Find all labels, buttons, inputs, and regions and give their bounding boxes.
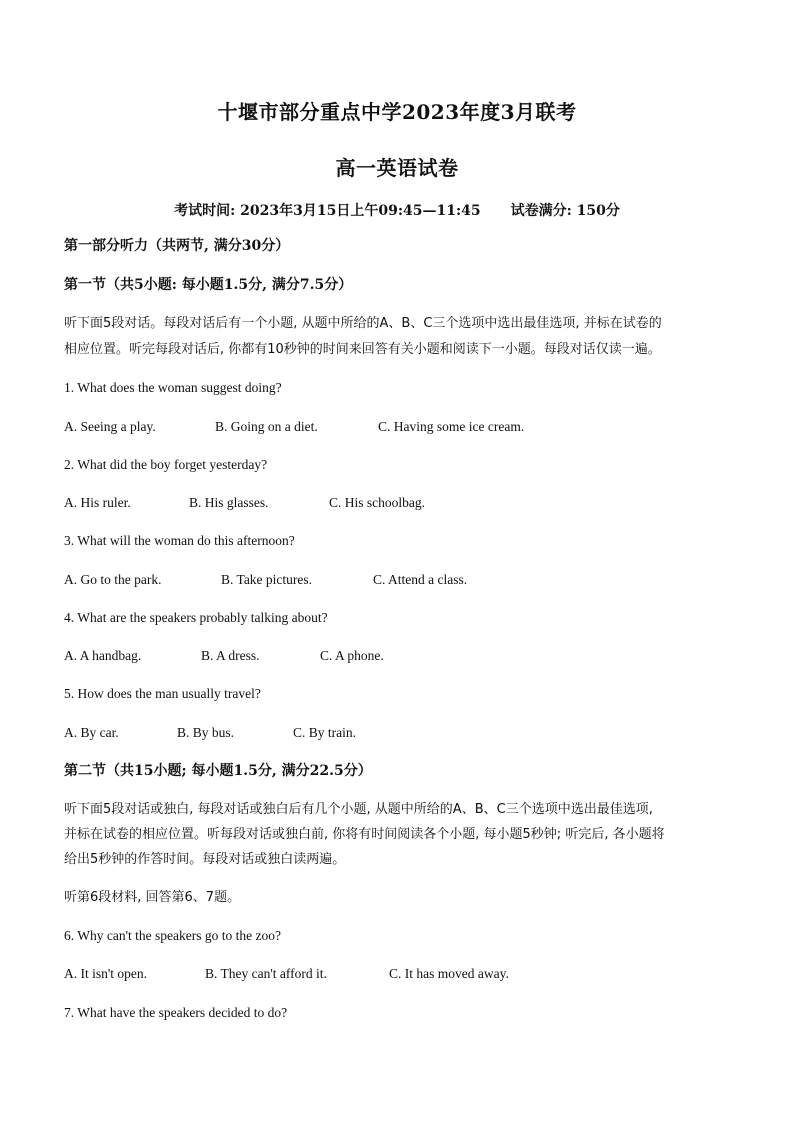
- option-c: C. It has moved away.: [389, 966, 509, 981]
- question-text: 2. What did the boy forget yesterday?: [64, 457, 268, 472]
- option-c: C. Attend a class.: [373, 572, 468, 587]
- option-a: A. His ruler.: [64, 495, 131, 510]
- option-a: A. It isn't open.: [64, 966, 148, 981]
- option-b: B. Going on a diet.: [215, 419, 318, 434]
- exam-title: 十堰市部分重点中学2023年度3月联考: [217, 100, 577, 124]
- exam-meta: [0, 200, 794, 220]
- section1-instruction-line: 相应位置。听完每段对话后, 你都有10秒钟的时间来回答有关小题和阅读下一小题。每段对话仅读一遍。: [64, 342, 661, 357]
- exam-time: 考试时间: 2023年3月15日上午09:45—11:45: [174, 203, 481, 219]
- section2-instruction-line: 听下面5段对话或独白, 每段对话或独白后有几个小题, 从题中所给的A、B、C三个选项中选出最佳选项,: [64, 802, 653, 817]
- option-a: A. By car.: [64, 725, 119, 740]
- section1-heading: 第一节（共5小题: 每小题1.5分, 满分7.5分）: [64, 277, 353, 293]
- option-b: B. A dress.: [201, 648, 260, 663]
- option-b: B. Take pictures.: [221, 572, 313, 587]
- question-text: 5. How does the man usually travel?: [64, 686, 261, 701]
- section1-instruction-line: 听下面5段对话。每段对话后有一个小题, 从题中所给的A、B、C三个选项中选出最佳选项, 并标在试卷的: [64, 316, 662, 331]
- option-b: B. By bus.: [177, 725, 235, 740]
- question-text: 6. Why can't the speakers go to the zoo?: [64, 928, 281, 943]
- part1-heading: 第一部分听力（共两节, 满分30分）: [64, 238, 290, 254]
- question-text: 7. What have the speakers decided to do?: [64, 1005, 288, 1020]
- material-note: 听第6段材料, 回答第6、7题。: [64, 890, 241, 905]
- option-b: B. His glasses.: [189, 495, 269, 510]
- option-c: C. By train.: [293, 725, 356, 740]
- section2-instruction-line: 并标在试卷的相应位置。听每段对话或独白前, 你将有时间阅读各个小题, 每小题5秒钟; 听完后, 各小题将: [64, 827, 665, 842]
- exam-subtitle: 高一英语试卷: [335, 156, 459, 180]
- section2-instruction-line: 给出5秒钟的作答时间。每段对话或独白读两遍。: [64, 852, 346, 867]
- question-text: 3. What will the woman do this afternoon?: [64, 533, 295, 548]
- option-c: C. A phone.: [320, 648, 384, 663]
- question-text: 1. What does the woman suggest doing?: [64, 380, 282, 395]
- option-b: B. They can't afford it.: [205, 966, 327, 981]
- exam-score: 试卷满分: 150分: [510, 203, 620, 219]
- option-c: C. Having some ice cream.: [378, 419, 525, 434]
- option-c: C. His schoolbag.: [329, 495, 425, 510]
- question-text: 4. What are the speakers probably talking about?: [64, 610, 328, 625]
- option-a: A. Seeing a play.: [64, 419, 156, 434]
- section2-heading: 第二节（共15小题; 每小题1.5分, 满分22.5分）: [64, 763, 372, 779]
- option-a: A. A handbag.: [64, 648, 142, 663]
- option-a: A. Go to the park.: [64, 572, 162, 587]
